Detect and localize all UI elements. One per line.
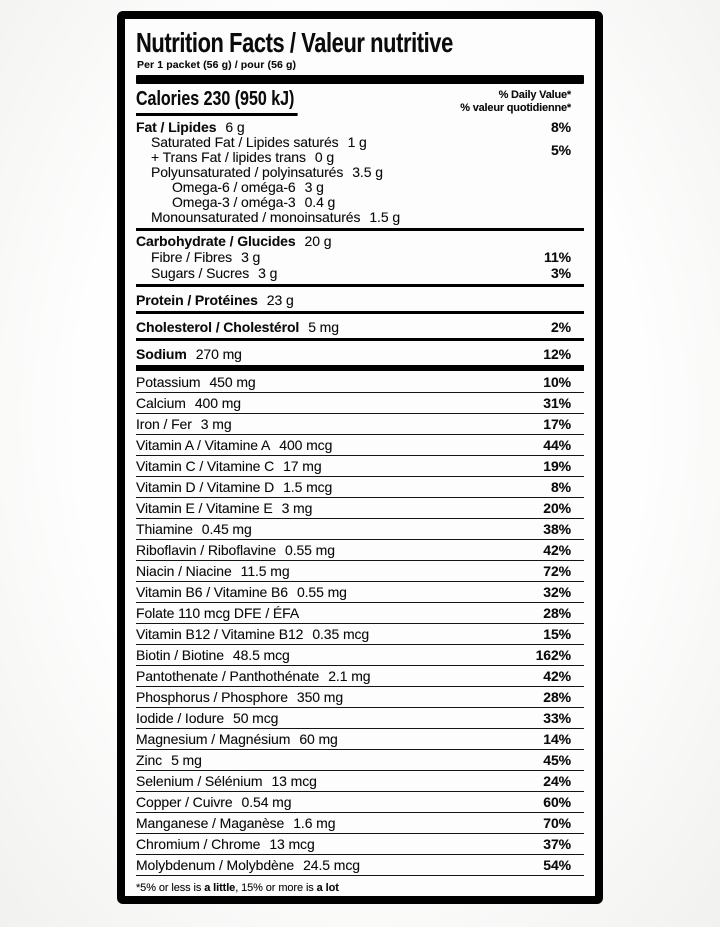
nutrient-amount: 3 g bbox=[241, 249, 261, 265]
nutrient-label bbox=[151, 165, 383, 180]
nutrient-row bbox=[136, 603, 584, 624]
nutrient-label bbox=[136, 459, 322, 474]
daily-value-percent: 70% bbox=[543, 815, 571, 831]
daily-value-percent: 12% bbox=[543, 346, 571, 362]
nutrient-label bbox=[136, 606, 299, 621]
footnote-bold: beaucoup bbox=[342, 895, 394, 904]
nutrient-row bbox=[136, 316, 584, 341]
nutrient-amount: 5 mg bbox=[171, 752, 202, 768]
nutrient-label bbox=[136, 753, 202, 768]
daily-value-header bbox=[460, 88, 584, 115]
daily-value-percent: 45% bbox=[543, 752, 571, 768]
nutrient-label bbox=[151, 265, 277, 281]
calories-value: Calories 230 (950 kJ) bbox=[136, 88, 298, 116]
nutrient-name: Vitamin D / Vitamine D bbox=[136, 479, 275, 495]
footnote-text: , 15% ou plus c'est bbox=[249, 895, 343, 904]
nutrient-name: Vitamin E / Vitamine E bbox=[136, 500, 273, 516]
nutrient-row bbox=[136, 771, 584, 792]
nutrient-subrow bbox=[151, 135, 551, 150]
nutrient-name: Riboflavin / Riboflavine bbox=[136, 542, 277, 558]
nutrient-name: Carbohydrate / Glucides bbox=[136, 233, 296, 249]
nutrient-row bbox=[136, 195, 584, 210]
nutrient-amount: 400 mcg bbox=[279, 437, 333, 453]
nutrient-name: Vitamin C / Vitamine C bbox=[136, 458, 275, 474]
nutrient-row bbox=[136, 435, 584, 456]
nutrient-label bbox=[136, 346, 242, 362]
footnote-text: , 15% or more is bbox=[235, 882, 317, 894]
nutrient-row bbox=[136, 477, 584, 498]
nutrient-amount: 17 mg bbox=[283, 458, 322, 474]
nutrient-row bbox=[136, 729, 584, 750]
nutrient-name: Vitamin B6 / Vitamine B6 bbox=[136, 584, 288, 600]
nutrient-row bbox=[136, 561, 584, 582]
nutrient-label bbox=[136, 648, 290, 663]
daily-value-percent: 8% bbox=[550, 119, 571, 135]
nutrient-name: Pantothenate / Panthothénate bbox=[136, 668, 320, 684]
nutrient-label bbox=[136, 774, 317, 789]
nutrient-amount: 1.5 mcg bbox=[283, 479, 333, 495]
nutrient-amount: 1.5 g bbox=[369, 209, 401, 225]
nutrient-row bbox=[136, 249, 584, 265]
footnote-text: *5% ou moins c'est bbox=[136, 895, 231, 904]
nutrient-name: Omega-3 / oméga-3 bbox=[172, 194, 296, 210]
nutrient-amount: 3 g bbox=[304, 179, 324, 195]
nutrient-name: Calcium bbox=[136, 395, 186, 411]
nutrient-amount: 0.35 mcg bbox=[312, 626, 370, 642]
footnote-bold: peu bbox=[230, 895, 250, 904]
daily-value-percent: 10% bbox=[543, 374, 571, 390]
nutrient-name: Copper / Cuivre bbox=[136, 794, 233, 810]
nutrient-label bbox=[136, 417, 232, 432]
nutrient-row bbox=[136, 750, 584, 771]
nutrient-label bbox=[151, 210, 400, 225]
nutrient-name: Protein / Protéines bbox=[136, 292, 258, 308]
daily-value-percent: 17% bbox=[543, 416, 571, 432]
daily-value-percent: 54% bbox=[543, 857, 571, 873]
nutrient-group-row bbox=[136, 135, 584, 165]
nutrient-label bbox=[136, 816, 335, 831]
calories-row bbox=[136, 88, 584, 116]
nutrient-amount: 0.45 mg bbox=[201, 521, 252, 537]
nutrient-amount: 0.54 mg bbox=[241, 794, 292, 810]
nutrient-name: Cholesterol / Cholestérol bbox=[136, 319, 300, 335]
nutrient-name: Manganese / Maganèse bbox=[136, 815, 285, 831]
nutrient-row bbox=[136, 165, 584, 180]
nutrient-label bbox=[151, 249, 260, 265]
nutrient-row bbox=[136, 393, 584, 414]
nutrient-name: Fat / Lipides bbox=[136, 119, 217, 135]
nutrient-label bbox=[136, 669, 370, 684]
nutrient-name: Thiamine bbox=[136, 521, 193, 537]
nutrient-amount: 2.1 mg bbox=[328, 668, 371, 684]
nutrient-label bbox=[136, 120, 245, 135]
nutrient-amount: 13 mcg bbox=[271, 773, 317, 789]
nutrient-name: Iron / Fer bbox=[136, 416, 192, 432]
daily-value-percent: 37% bbox=[543, 836, 571, 852]
daily-value-percent: 44% bbox=[543, 437, 571, 453]
daily-value-percent: 33% bbox=[543, 710, 571, 726]
daily-value-header-fr: % valeur quotidienne* bbox=[460, 102, 571, 114]
nutrient-row bbox=[136, 519, 584, 540]
nutrient-label bbox=[136, 690, 343, 705]
nutrient-name: Fibre / Fibres bbox=[151, 249, 233, 265]
nutrient-row bbox=[136, 180, 584, 195]
nutrient-name: Niacin / Niacine bbox=[136, 563, 232, 579]
nutrient-amount: 3.5 g bbox=[352, 164, 383, 180]
nutrient-amount: 3 g bbox=[258, 265, 278, 281]
nutrient-name: Biotin / Biotine bbox=[136, 647, 224, 663]
nutrient-row bbox=[136, 582, 584, 603]
nutrient-amount: 6 g bbox=[225, 119, 245, 135]
nutrient-name: Selenium / Sélénium bbox=[136, 773, 263, 789]
nutrient-label bbox=[136, 319, 339, 335]
nutrient-row bbox=[136, 414, 584, 435]
nutrient-label bbox=[136, 837, 315, 852]
daily-value-percent: 42% bbox=[543, 668, 571, 684]
nutrient-name: Magnesium / Magnésium bbox=[136, 731, 291, 747]
nutrient-row bbox=[136, 834, 584, 855]
nutrient-subrow bbox=[151, 150, 551, 165]
nutrient-row bbox=[136, 456, 584, 477]
nutrient-amount: 0 g bbox=[314, 149, 335, 165]
nutrient-label bbox=[136, 627, 369, 642]
daily-value-percent: 15% bbox=[543, 626, 571, 642]
footnote-fr bbox=[136, 896, 584, 905]
nutrient-row bbox=[136, 498, 584, 519]
footnote-en bbox=[136, 882, 584, 896]
nutrient-name: Phosphorus / Phosphore bbox=[136, 689, 288, 705]
nutrient-label bbox=[136, 711, 278, 726]
daily-value-percent: 31% bbox=[543, 395, 571, 411]
daily-value-percent: 5% bbox=[550, 141, 571, 158]
daily-value-percent: 14% bbox=[543, 731, 571, 747]
footnote-bold: a lot bbox=[316, 882, 339, 894]
nutrient-name: Sodium bbox=[136, 346, 187, 362]
daily-value-percent: 24% bbox=[543, 773, 571, 789]
nutrient-row bbox=[136, 624, 584, 645]
nutrient-name: Zinc bbox=[136, 752, 163, 768]
daily-value-header-en: % Daily Value* bbox=[498, 89, 571, 101]
footnotes bbox=[136, 882, 584, 904]
nutrient-amount: 450 mg bbox=[209, 374, 256, 390]
nutrient-row bbox=[136, 645, 584, 666]
nutrient-row bbox=[136, 343, 584, 371]
nutrient-amount: 50 mcg bbox=[233, 710, 279, 726]
nutrient-amount: 1.6 mg bbox=[293, 815, 336, 831]
nutrient-label bbox=[172, 180, 324, 195]
daily-value-percent: 2% bbox=[550, 319, 571, 335]
nutrient-label bbox=[136, 564, 290, 579]
nutrient-amount: 1 g bbox=[347, 134, 367, 150]
daily-value-percent: 8% bbox=[550, 479, 571, 495]
nutrient-label bbox=[136, 292, 294, 308]
nutrient-amount: 24.5 mcg bbox=[303, 857, 360, 873]
nutrient-label bbox=[136, 396, 241, 411]
label-title: Nutrition Facts / Valeur nutritive bbox=[136, 27, 453, 58]
nutrient-row bbox=[136, 813, 584, 834]
nutrient-label bbox=[136, 501, 312, 516]
nutrient-row bbox=[136, 120, 584, 135]
nutrient-amount: 3 mg bbox=[200, 416, 232, 432]
nutrient-amount: 13 mcg bbox=[269, 836, 315, 852]
daily-value-percent: 42% bbox=[543, 542, 571, 558]
nutrient-label bbox=[136, 522, 252, 537]
nutrient-label bbox=[136, 858, 360, 873]
nutrient-row bbox=[136, 372, 584, 393]
daily-value-percent: 38% bbox=[543, 521, 571, 537]
nutrient-row bbox=[136, 540, 584, 561]
nutrient-row bbox=[136, 666, 584, 687]
nutrient-label bbox=[136, 480, 332, 495]
nutrient-name: Iodide / Iodure bbox=[136, 710, 225, 726]
nutrient-name: Sugars / Sucres bbox=[151, 265, 250, 281]
nutrient-amount: 3 mg bbox=[281, 500, 313, 516]
nutrient-name: Vitamin B12 / Vitamine B12 bbox=[136, 626, 304, 642]
nutrient-row bbox=[136, 687, 584, 708]
nutrient-label bbox=[136, 375, 256, 390]
nutrient-amount: 400 mg bbox=[194, 395, 241, 411]
daily-value-percent: 28% bbox=[543, 605, 571, 621]
nutrient-label bbox=[172, 195, 335, 210]
nutrient-row bbox=[136, 792, 584, 813]
nutrient-amount: 48.5 mcg bbox=[232, 647, 290, 663]
nutrient-name: Polyunsaturated / polyinsaturés bbox=[151, 164, 344, 180]
footnote-bold: a little bbox=[204, 882, 236, 894]
nutrient-name: + Trans Fat / lipides trans bbox=[151, 149, 306, 165]
nutrient-amount: 270 mg bbox=[195, 346, 242, 362]
nutrition-facts-label bbox=[117, 11, 603, 904]
daily-value-percent: 11% bbox=[544, 249, 571, 265]
daily-value-percent: 32% bbox=[543, 584, 571, 600]
nutrient-name: Saturated Fat / Lipides saturés bbox=[151, 134, 339, 150]
nutrient-row bbox=[136, 233, 584, 249]
daily-value-percent: 3% bbox=[550, 265, 571, 281]
nutrient-amount: 23 g bbox=[266, 292, 294, 308]
nutrient-label bbox=[136, 438, 332, 453]
nutrient-name: Omega-6 / oméga-6 bbox=[172, 179, 296, 195]
daily-value-percent: 162% bbox=[535, 647, 571, 663]
nutrient-label bbox=[136, 732, 338, 747]
nutrient-row bbox=[136, 708, 584, 729]
nutrient-amount: 0.4 g bbox=[304, 194, 336, 210]
nutrient-label bbox=[136, 585, 347, 600]
divider-thick-bar bbox=[136, 75, 584, 84]
nutrient-row bbox=[136, 210, 584, 231]
nutrient-label bbox=[136, 233, 331, 249]
nutrient-row bbox=[136, 265, 584, 287]
nutrient-name: Monounsaturated / monoinsaturés bbox=[151, 209, 361, 225]
nutrient-amount: 350 mg bbox=[296, 689, 344, 705]
nutrient-row bbox=[136, 289, 584, 314]
serving-size: Per 1 packet (56 g) / pour (56 g) bbox=[137, 59, 297, 71]
nutrient-row bbox=[136, 855, 584, 876]
nutrient-label bbox=[136, 795, 291, 810]
nutrient-label bbox=[136, 543, 335, 558]
nutrient-name: Potassium bbox=[136, 374, 201, 390]
nutrient-label bbox=[151, 135, 551, 165]
daily-value-percent: 60% bbox=[543, 794, 571, 810]
nutrient-amount: 20 g bbox=[304, 233, 332, 249]
nutrient-name: Molybdenum / Molybdène bbox=[136, 857, 295, 873]
nutrient-name: Vitamin A / Vitamine A bbox=[136, 437, 271, 453]
footnote-text: *5% or less is bbox=[136, 882, 205, 894]
nutrient-rows bbox=[136, 120, 584, 876]
nutrient-amount: 60 mg bbox=[299, 731, 338, 747]
nutrient-name: Chromium / Chrome bbox=[136, 836, 261, 852]
nutrient-amount: 0.55 mg bbox=[296, 584, 347, 600]
daily-value-percent: 20% bbox=[543, 500, 571, 516]
daily-value-percent: 19% bbox=[543, 458, 571, 474]
daily-value-percent: 72% bbox=[543, 563, 571, 579]
nutrient-amount: 5 mg bbox=[308, 319, 339, 335]
nutrient-name: Folate 110 mcg DFE / ÉFA bbox=[136, 605, 300, 621]
daily-value-percent: 28% bbox=[543, 689, 571, 705]
nutrient-amount: 11.5 mg bbox=[240, 563, 290, 579]
nutrient-amount: 0.55 mg bbox=[285, 542, 335, 558]
